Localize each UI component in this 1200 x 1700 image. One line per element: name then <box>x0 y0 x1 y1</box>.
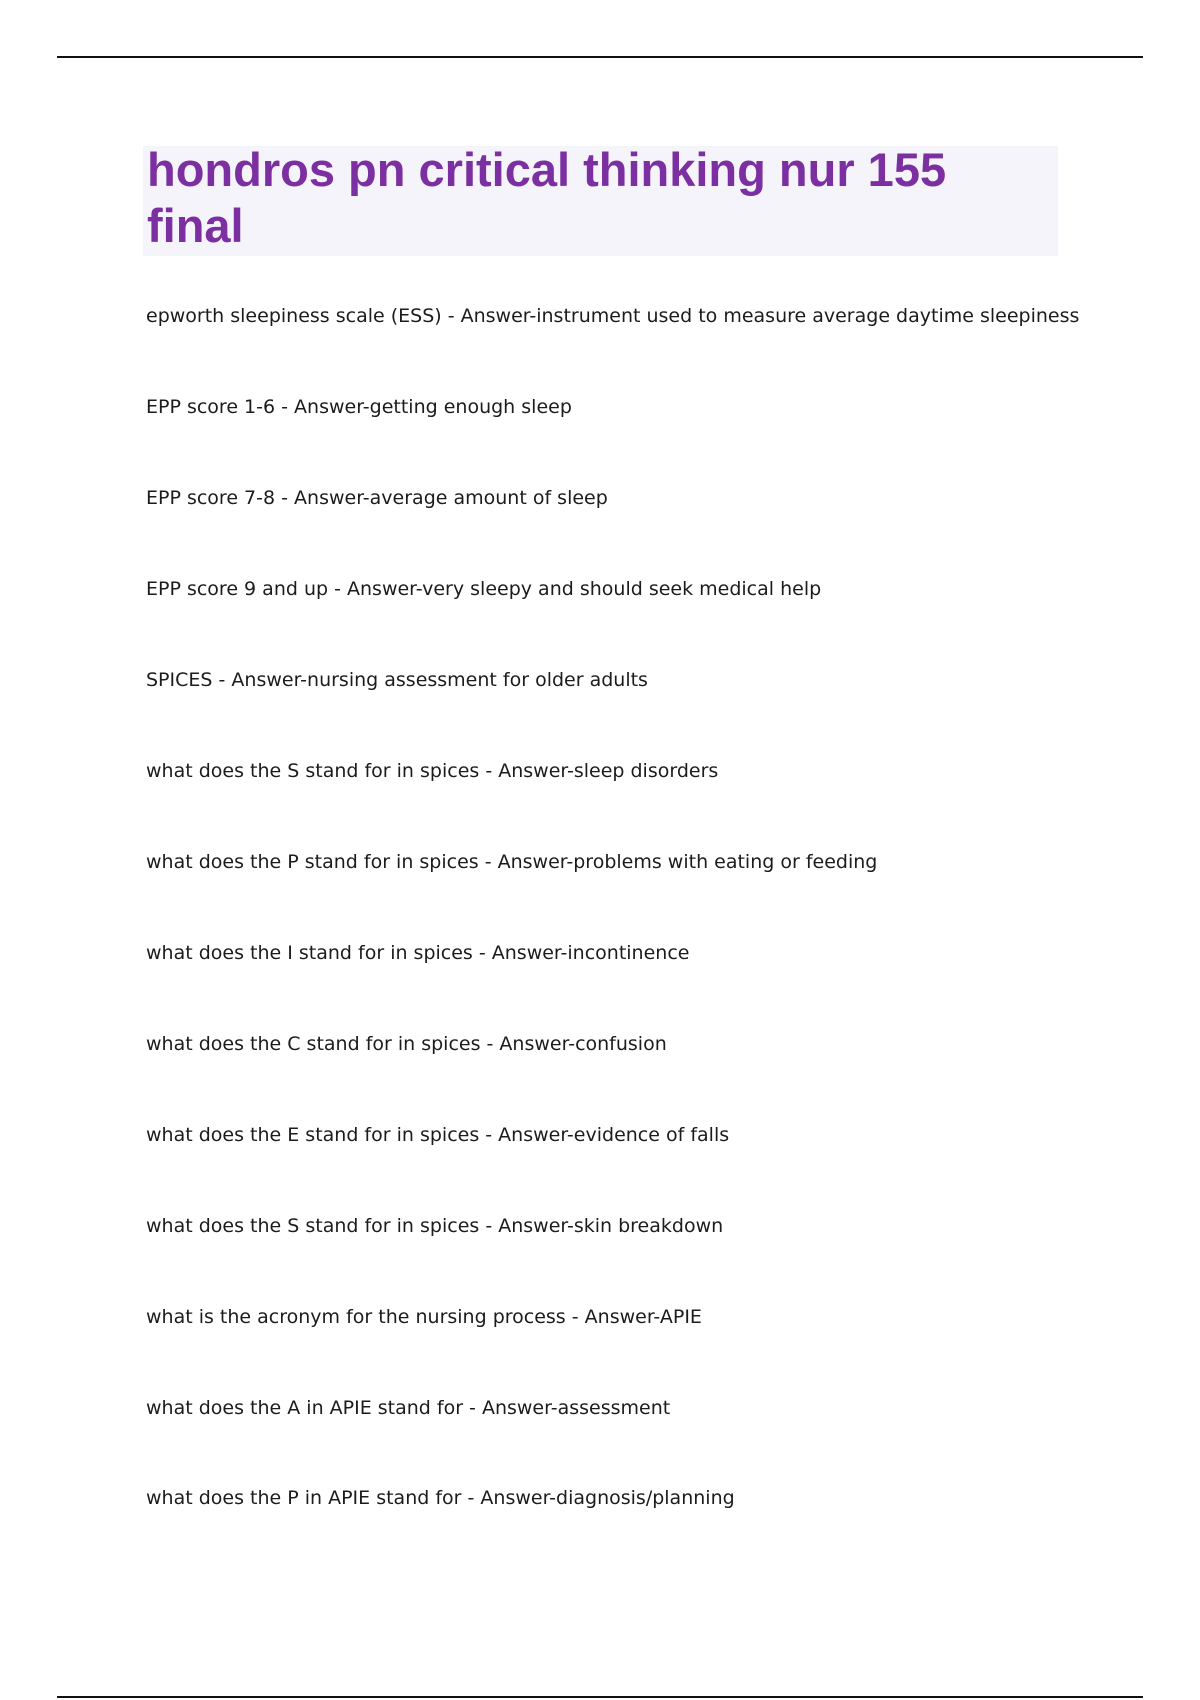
qa-answer: incontinence <box>567 942 690 964</box>
qa-term: what does the S stand for in spices <box>146 1215 480 1237</box>
qa-separator: - Answer- <box>441 305 537 327</box>
qa-answer: problems with eating or feeding <box>573 851 878 873</box>
qa-separator: - Answer- <box>565 1306 660 1328</box>
qa-answer: getting enough sleep <box>369 396 572 418</box>
qa-separator: - Answer- <box>479 1124 574 1146</box>
qa-separator: - Answer- <box>275 396 370 418</box>
qa-item <box>146 1395 1146 1421</box>
qa-answer: diagnosis/planning <box>556 1487 735 1509</box>
qa-answer: nursing assessment for older adults <box>307 669 648 691</box>
qa-separator: - Answer- <box>480 1033 576 1055</box>
qa-term: what is the acronym for the nursing process <box>146 1306 566 1328</box>
qa-item <box>146 1304 1146 1330</box>
qa-term: SPICES <box>146 669 213 691</box>
qa-answer: confusion <box>575 1033 667 1055</box>
qa-separator: - Answer- <box>463 1397 558 1419</box>
qa-item <box>146 1122 1146 1148</box>
qa-separator: - Answer- <box>212 669 308 691</box>
qa-term: epworth sleepiness scale (ESS) <box>146 305 442 327</box>
qa-separator: - Answer- <box>478 851 574 873</box>
qa-answer: instrument used to measure average daytime sleepiness <box>536 305 1080 327</box>
document-title: hondros pn critical thinking nur 155 final <box>147 143 947 252</box>
qa-answer: sleep disorders <box>573 760 719 782</box>
qa-separator: - Answer- <box>479 760 574 782</box>
qa-answer: very sleepy and should seek medical help <box>422 578 822 600</box>
qa-separator: - Answer- <box>328 578 423 600</box>
qa-answer: assessment <box>557 1397 671 1419</box>
qa-term: what does the P in APIE stand for <box>146 1487 462 1509</box>
qa-answer: average amount of sleep <box>369 487 608 509</box>
qa-term: what does the E stand for in spices <box>146 1124 480 1146</box>
qa-term: EPP score 7-8 <box>146 487 276 509</box>
qa-item <box>146 576 1146 602</box>
qa-separator: - Answer- <box>472 942 568 964</box>
qa-item <box>146 485 1146 511</box>
top-rule <box>57 56 1143 58</box>
qa-term: EPP score 9 and up <box>146 578 329 600</box>
qa-item <box>146 758 1146 784</box>
qa-item <box>146 303 1146 329</box>
qa-item <box>146 1485 1146 1511</box>
qa-answer: APIE <box>659 1306 702 1328</box>
qa-item <box>146 1213 1146 1239</box>
qa-term: what does the C stand for in spices <box>146 1033 481 1055</box>
bottom-rule <box>57 1696 1143 1698</box>
qa-term: what does the P stand for in spices <box>146 851 479 873</box>
qa-item <box>146 667 1146 693</box>
qa-separator: - Answer- <box>479 1215 574 1237</box>
qa-item <box>146 1031 1146 1057</box>
qa-separator: - Answer- <box>275 487 370 509</box>
qa-answer: evidence of falls <box>573 1124 730 1146</box>
qa-term: what does the I stand for in spices <box>146 942 473 964</box>
qa-term: what does the S stand for in spices <box>146 760 480 782</box>
qa-item <box>146 849 1146 875</box>
qa-item <box>146 940 1146 966</box>
qa-term: what does the A in APIE stand for <box>146 1397 464 1419</box>
qa-answer: skin breakdown <box>573 1215 724 1237</box>
qa-item <box>146 394 1146 420</box>
qa-term: EPP score 1-6 <box>146 396 276 418</box>
qa-separator: - Answer- <box>461 1487 557 1509</box>
